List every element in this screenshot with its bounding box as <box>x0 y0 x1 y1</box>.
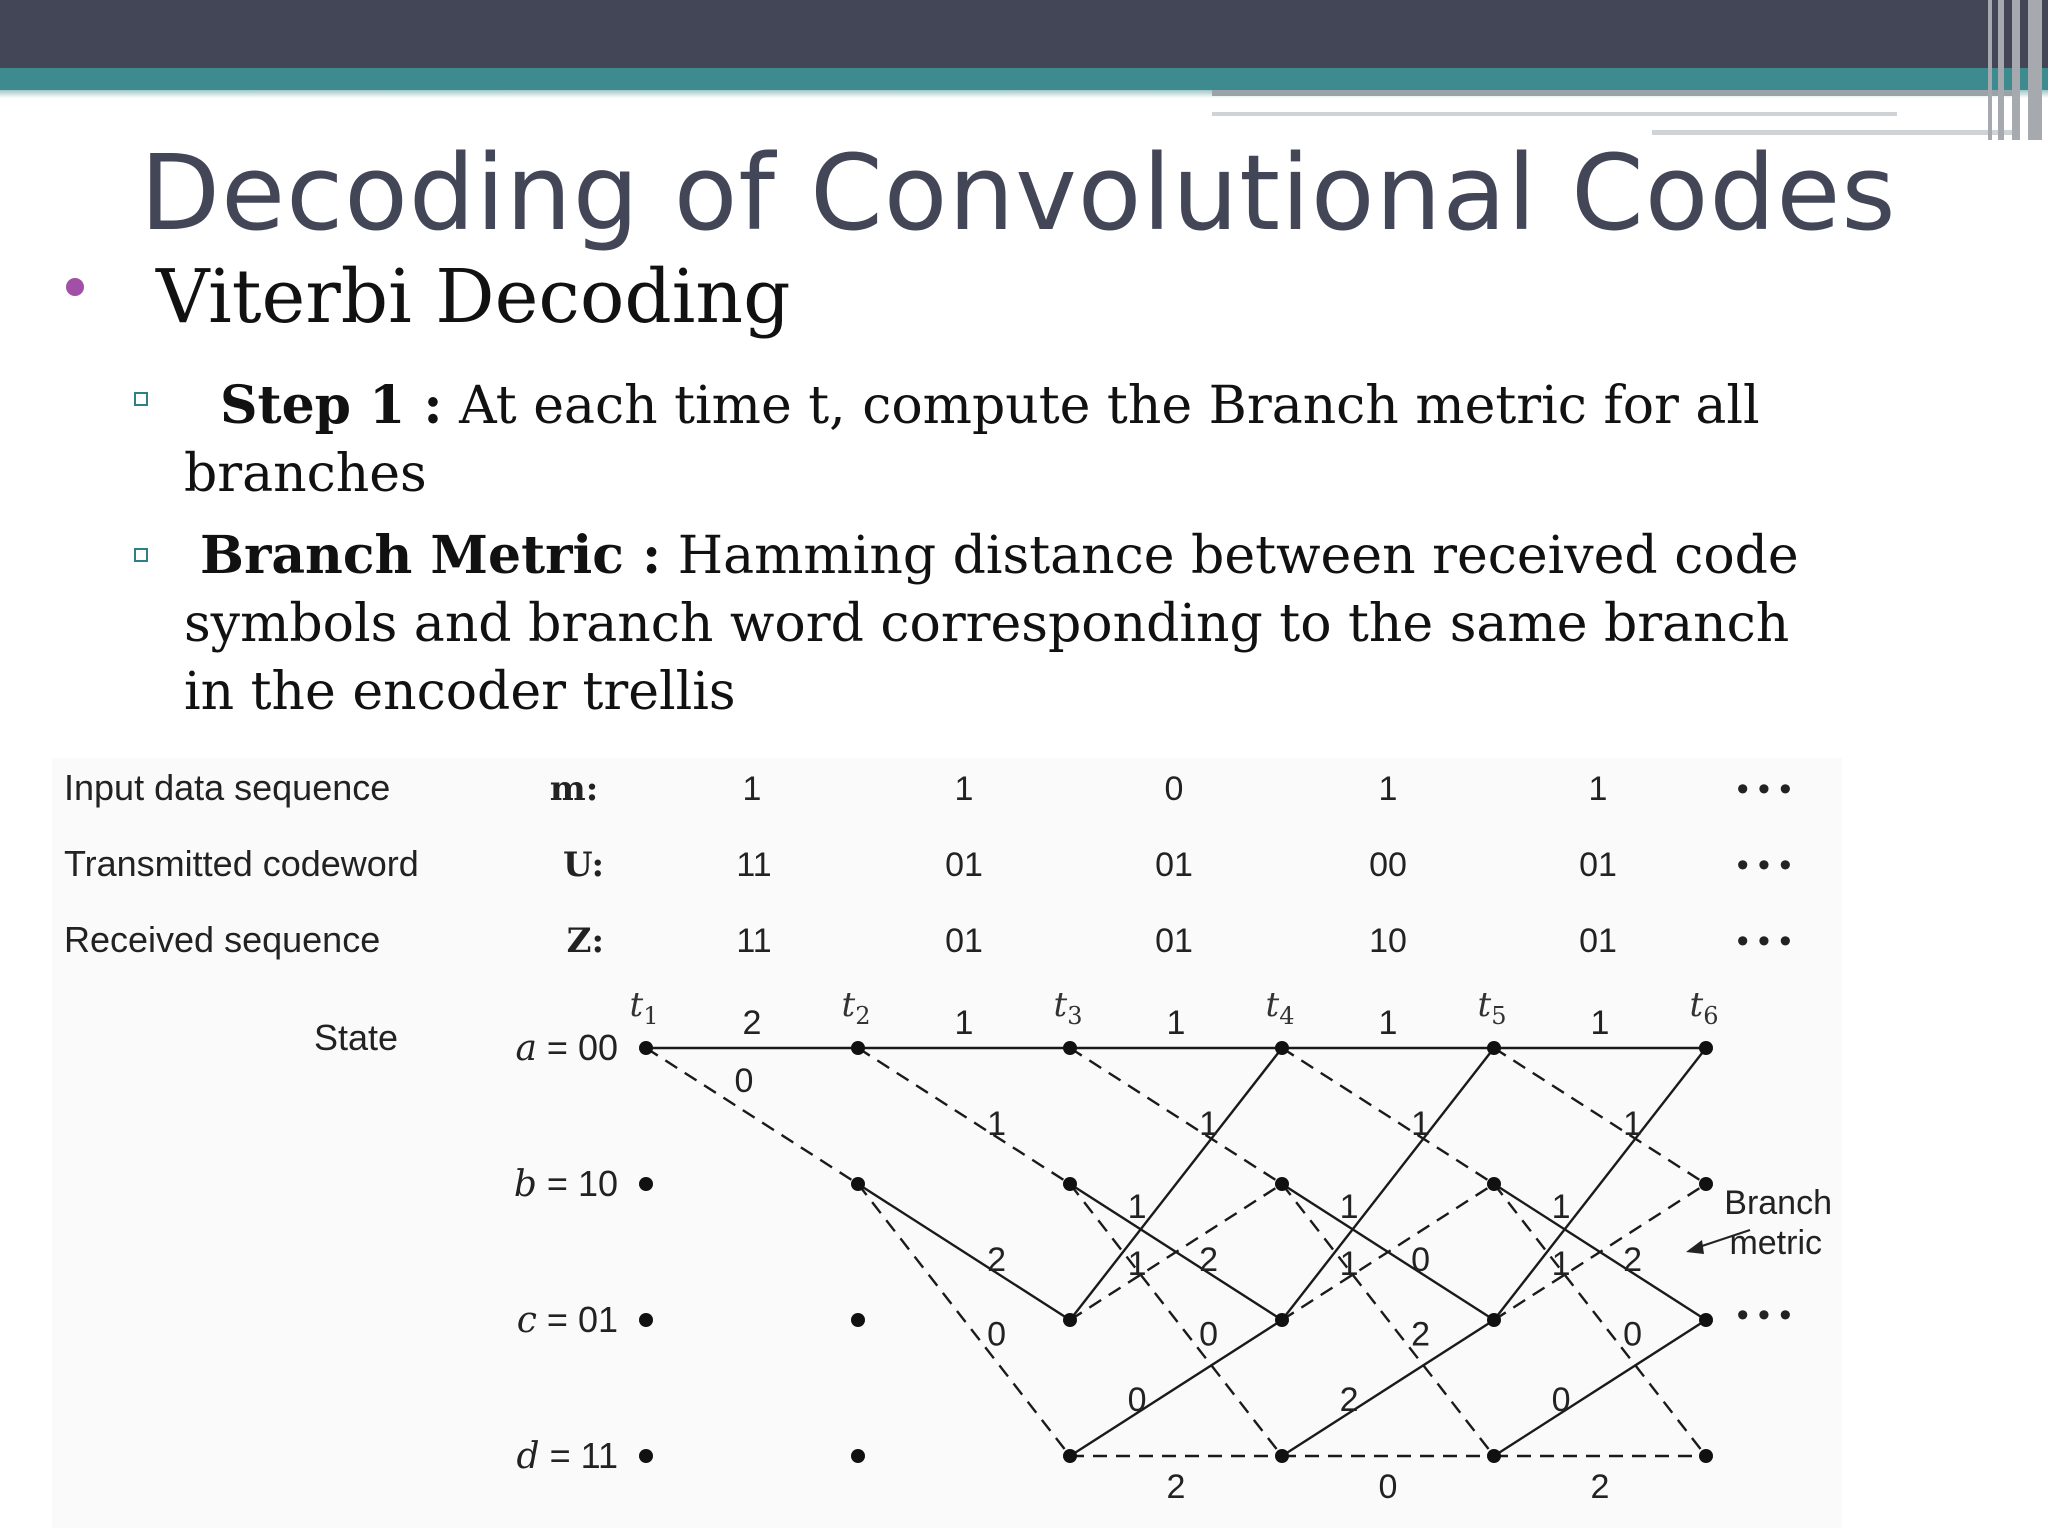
branch-metric-value: 1 <box>1411 1104 1431 1143</box>
branch-metric-value: 2 <box>1623 1240 1643 1279</box>
step1-description: At each time t, compute the Branch metric for all branches <box>184 376 1760 504</box>
branch-metric-value: 1 <box>1127 1244 1147 1283</box>
header-teal-bar <box>0 68 2048 90</box>
branch-metric-value: 2 <box>987 1240 1007 1279</box>
received-word: 11 <box>736 922 772 960</box>
branch-metric-value: 0 <box>1127 1380 1147 1419</box>
time-label: $t_4$ <box>1265 985 1295 1030</box>
branch-metric-value: 0 <box>987 1315 1007 1354</box>
trellis-node <box>639 1177 653 1191</box>
trellis-node <box>1063 1177 1077 1191</box>
ellipsis: • • • <box>1736 1296 1792 1334</box>
bullet-dot-icon <box>66 278 84 296</box>
time-label: $t_1$ <box>629 985 659 1030</box>
branch-metric-value: 1 <box>1166 1004 1186 1042</box>
row-label-input: Input data sequence <box>64 767 391 808</box>
bullet-heading: Viterbi Decoding <box>156 254 791 340</box>
input-bit: 1 <box>954 770 974 808</box>
trellis-node <box>1275 1177 1289 1191</box>
symbol-z: Z: <box>566 921 604 961</box>
branch-metric-note: metric <box>1729 1224 1822 1262</box>
trellis-node <box>1275 1041 1289 1055</box>
slide-title: Decoding of Convolutional Codes <box>140 132 1897 254</box>
trellis-node <box>851 1313 865 1327</box>
edge-stripe <box>1998 0 2004 140</box>
symbol-u: U: <box>563 845 604 885</box>
input-bit: 1 <box>742 770 762 808</box>
time-label: $t_5$ <box>1477 985 1507 1030</box>
transmitted-word: 11 <box>736 846 772 884</box>
branch-metric-value: 0 <box>1378 1468 1398 1506</box>
branch-metric-value: 1 <box>1551 1244 1571 1283</box>
branch-metric-value: 0 <box>1199 1315 1219 1354</box>
branch-metric-value: 0 <box>734 1062 754 1100</box>
transmitted-word: 00 <box>1369 846 1407 884</box>
square-bullet-icon <box>134 392 148 406</box>
state-label: b = 10 <box>513 1163 618 1205</box>
branch-metric-note: Branch <box>1724 1184 1832 1222</box>
branch-metric-value: 1 <box>1339 1244 1359 1283</box>
trellis-diagram <box>52 758 1842 1528</box>
trellis-node <box>851 1177 865 1191</box>
received-word: 01 <box>1579 922 1617 960</box>
received-word: 01 <box>1155 922 1193 960</box>
trellis-node <box>1487 1177 1501 1191</box>
branch-metric-label: Branch Metric : <box>200 525 662 586</box>
input-bit: 1 <box>1588 770 1608 808</box>
ellipsis: • • • <box>1736 846 1792 884</box>
edge-stripe <box>2012 0 2020 140</box>
trellis-node <box>1275 1313 1289 1327</box>
step1-label: Step 1 : <box>220 375 443 436</box>
branch-metric-value: 1 <box>1590 1004 1610 1042</box>
trellis-node <box>1487 1449 1501 1463</box>
edge-stripe <box>1988 0 1992 140</box>
received-word: 10 <box>1369 922 1407 960</box>
trellis-svg <box>52 758 1842 1528</box>
time-label: $t_6$ <box>1689 985 1719 1030</box>
trellis-node <box>639 1313 653 1327</box>
trellis-node <box>1063 1041 1077 1055</box>
transmitted-word: 01 <box>1579 846 1617 884</box>
trellis-node <box>851 1041 865 1055</box>
branch-metric-value: 2 <box>1339 1380 1359 1419</box>
input-bit: 1 <box>1378 770 1398 808</box>
trellis-node <box>1275 1449 1289 1463</box>
branch-metric-value: 1 <box>1378 1004 1398 1042</box>
trellis-node <box>639 1041 653 1055</box>
state-header: State <box>314 1017 399 1058</box>
ellipsis: • • • <box>1736 770 1792 808</box>
trellis-node <box>1699 1177 1713 1191</box>
branch-metric-value: 1 <box>954 1004 974 1042</box>
branch-metric-value: 1 <box>987 1104 1007 1143</box>
trellis-node <box>1487 1041 1501 1055</box>
branch-metric-value: 1 <box>1551 1187 1571 1226</box>
row-label-transmitted: Transmitted codeword <box>64 843 419 884</box>
branch-metric-value: 2 <box>1411 1315 1431 1354</box>
trellis-node <box>1063 1449 1077 1463</box>
trellis-node <box>1487 1313 1501 1327</box>
received-word: 01 <box>945 922 983 960</box>
branch-metric-value: 0 <box>1623 1315 1643 1354</box>
time-label: $t_2$ <box>841 985 871 1030</box>
branch-metric-description: Hamming distance between received code symbols and branch word corresponding to the same branch in the encoder trellis <box>184 526 1799 722</box>
edge-stripe <box>2028 0 2042 140</box>
input-bit: 0 <box>1164 770 1184 808</box>
trellis-node <box>1063 1313 1077 1327</box>
state-label: c = 01 <box>516 1299 618 1341</box>
branch-metric-value: 0 <box>1411 1240 1431 1279</box>
branch-metric-value: 2 <box>1199 1240 1219 1279</box>
trellis-node <box>851 1449 865 1463</box>
trellis-node <box>1699 1449 1713 1463</box>
state-label: d = 11 <box>516 1435 618 1477</box>
transmitted-word: 01 <box>1155 846 1193 884</box>
branch-metric-value: 1 <box>1199 1104 1219 1143</box>
branch-metric-text <box>184 522 1824 726</box>
step1-text <box>184 372 1864 508</box>
branch-metric-value: 2 <box>742 1004 762 1042</box>
branch-metric-value: 1 <box>1127 1187 1147 1226</box>
transmitted-word: 01 <box>945 846 983 884</box>
square-bullet-icon <box>134 548 148 562</box>
trellis-node <box>1699 1313 1713 1327</box>
time-label: $t_3$ <box>1053 985 1083 1030</box>
branch-metric-value: 1 <box>1339 1187 1359 1226</box>
branch-metric-value: 2 <box>1166 1468 1186 1506</box>
branch-metric-value: 0 <box>1551 1380 1571 1419</box>
trellis-node <box>1699 1041 1713 1055</box>
header-dark-bar <box>0 0 2048 68</box>
symbol-m: m: <box>549 769 599 809</box>
row-label-received: Received sequence <box>64 919 381 960</box>
ellipsis: • • • <box>1736 922 1792 960</box>
header-accent-line <box>1212 112 1897 116</box>
branch-metric-value: 1 <box>1623 1104 1643 1143</box>
trellis-node <box>639 1449 653 1463</box>
header-accent-line <box>1212 90 2012 96</box>
state-label: a = 00 <box>515 1027 618 1069</box>
branch-metric-value: 2 <box>1590 1468 1610 1506</box>
